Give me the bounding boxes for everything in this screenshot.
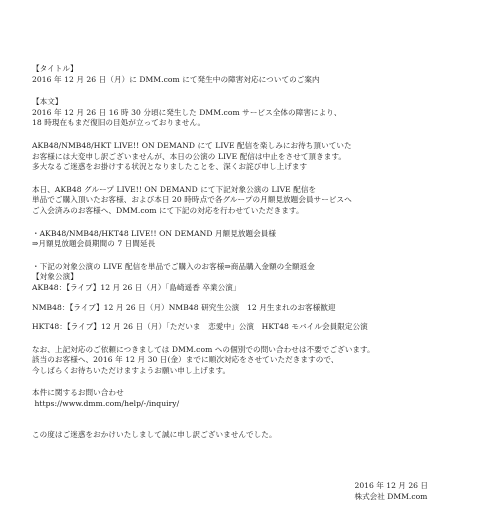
signature-block [354,481,428,502]
signature-company: 株式会社 DMM.com [354,491,428,501]
performance-hkt48: HKT48：【ライブ】12 月 26 日（月）「ただいま 恋愛中」公演 HKT48 モバイル会員限定公演 [32,322,368,332]
intro-line: 2016 年 12 月 26 日 16 時 30 分頃に発生した DMM.com サービス全体の障害により、 [32,107,342,117]
single-purchase-line: ・下記の対象公演の LIVE 配信を単品でご購入のお客様⇒商品購入金額の全額返金 [32,261,315,271]
title-heading: 【タイトル】 [32,64,78,73]
closing-line: 今しばらくお待ちいただけますようお願い申し上げます。 [32,365,231,375]
inquiry-heading: 本件に関するお問い合わせ [32,388,124,398]
intro-line: 18 時現在もまだ復旧の目処が立っておりません。 [32,118,206,128]
notice-document [32,64,472,440]
refund-line: 本日、AKB48 グループ LIVE!! ON DEMAND にて下記対象公演の LIVE 配信を [32,184,317,194]
refund-line: 単品でご購入頂いたお客様、および本日 20 時時点で各グループの月額見放題会員サービスへ [32,195,352,205]
target-heading: 【対象公演】 [32,272,78,282]
closing-line: なお、上記対応のご依頼につきましては DMM.com への個別での問い合わせは不要でございます。 [32,344,375,354]
members-line: ⇒月額見放題会員期間の 7 日間延長 [32,239,156,249]
final-apology: この度はご迷惑をおかけいたしまして誠に申し訳ございませんでした。 [32,429,277,439]
refund-line: ご入会済みのお客様へ、DMM.com にて下記の対応を行わせていただきます。 [32,205,304,215]
performance-akb48: AKB48：【ライブ】12 月 26 日（月）「島崎遥香 卒業公演」 [32,282,241,292]
body-heading: 【本文】 [32,97,63,107]
performance-nmb48: NMB48：【ライブ】12 月 26 日（月）NMB48 研究生公演 12 月生まれのお客様歓迎 [32,302,336,312]
signature-date: 2016 年 12 月 26 日 [354,481,428,490]
apology-line: お客様には大変申し訳ございませんが、本日の公演の LIVE 配信は中止をさせて頂きます。 [32,151,347,161]
apology-line: AKB48/NMB48/HKT LIVE!! ON DEMAND にて LIVE 配信を楽しみにお待ち頂いていた [32,140,352,150]
inquiry-link[interactable]: https://www.dmm.com/help/-/inquiry/ [32,399,180,409]
apology-line: 多大なるご迷惑をお掛けする状況となりましたことを、深くお詫び申し上げます [32,162,308,172]
title-text: 2016 年 12 月 26 日（月）に DMM.com にて発生中の障害対応についてのご案内 [32,74,320,84]
members-line: ・AKB48/NMB48/HKT48 LIVE!! ON DEMAND 月額見放題会員様 [32,228,277,238]
closing-line: 該当のお客様へ、2016 年 12 月 30 日(金）までに順次対応をさせていただきますので、 [32,355,339,365]
